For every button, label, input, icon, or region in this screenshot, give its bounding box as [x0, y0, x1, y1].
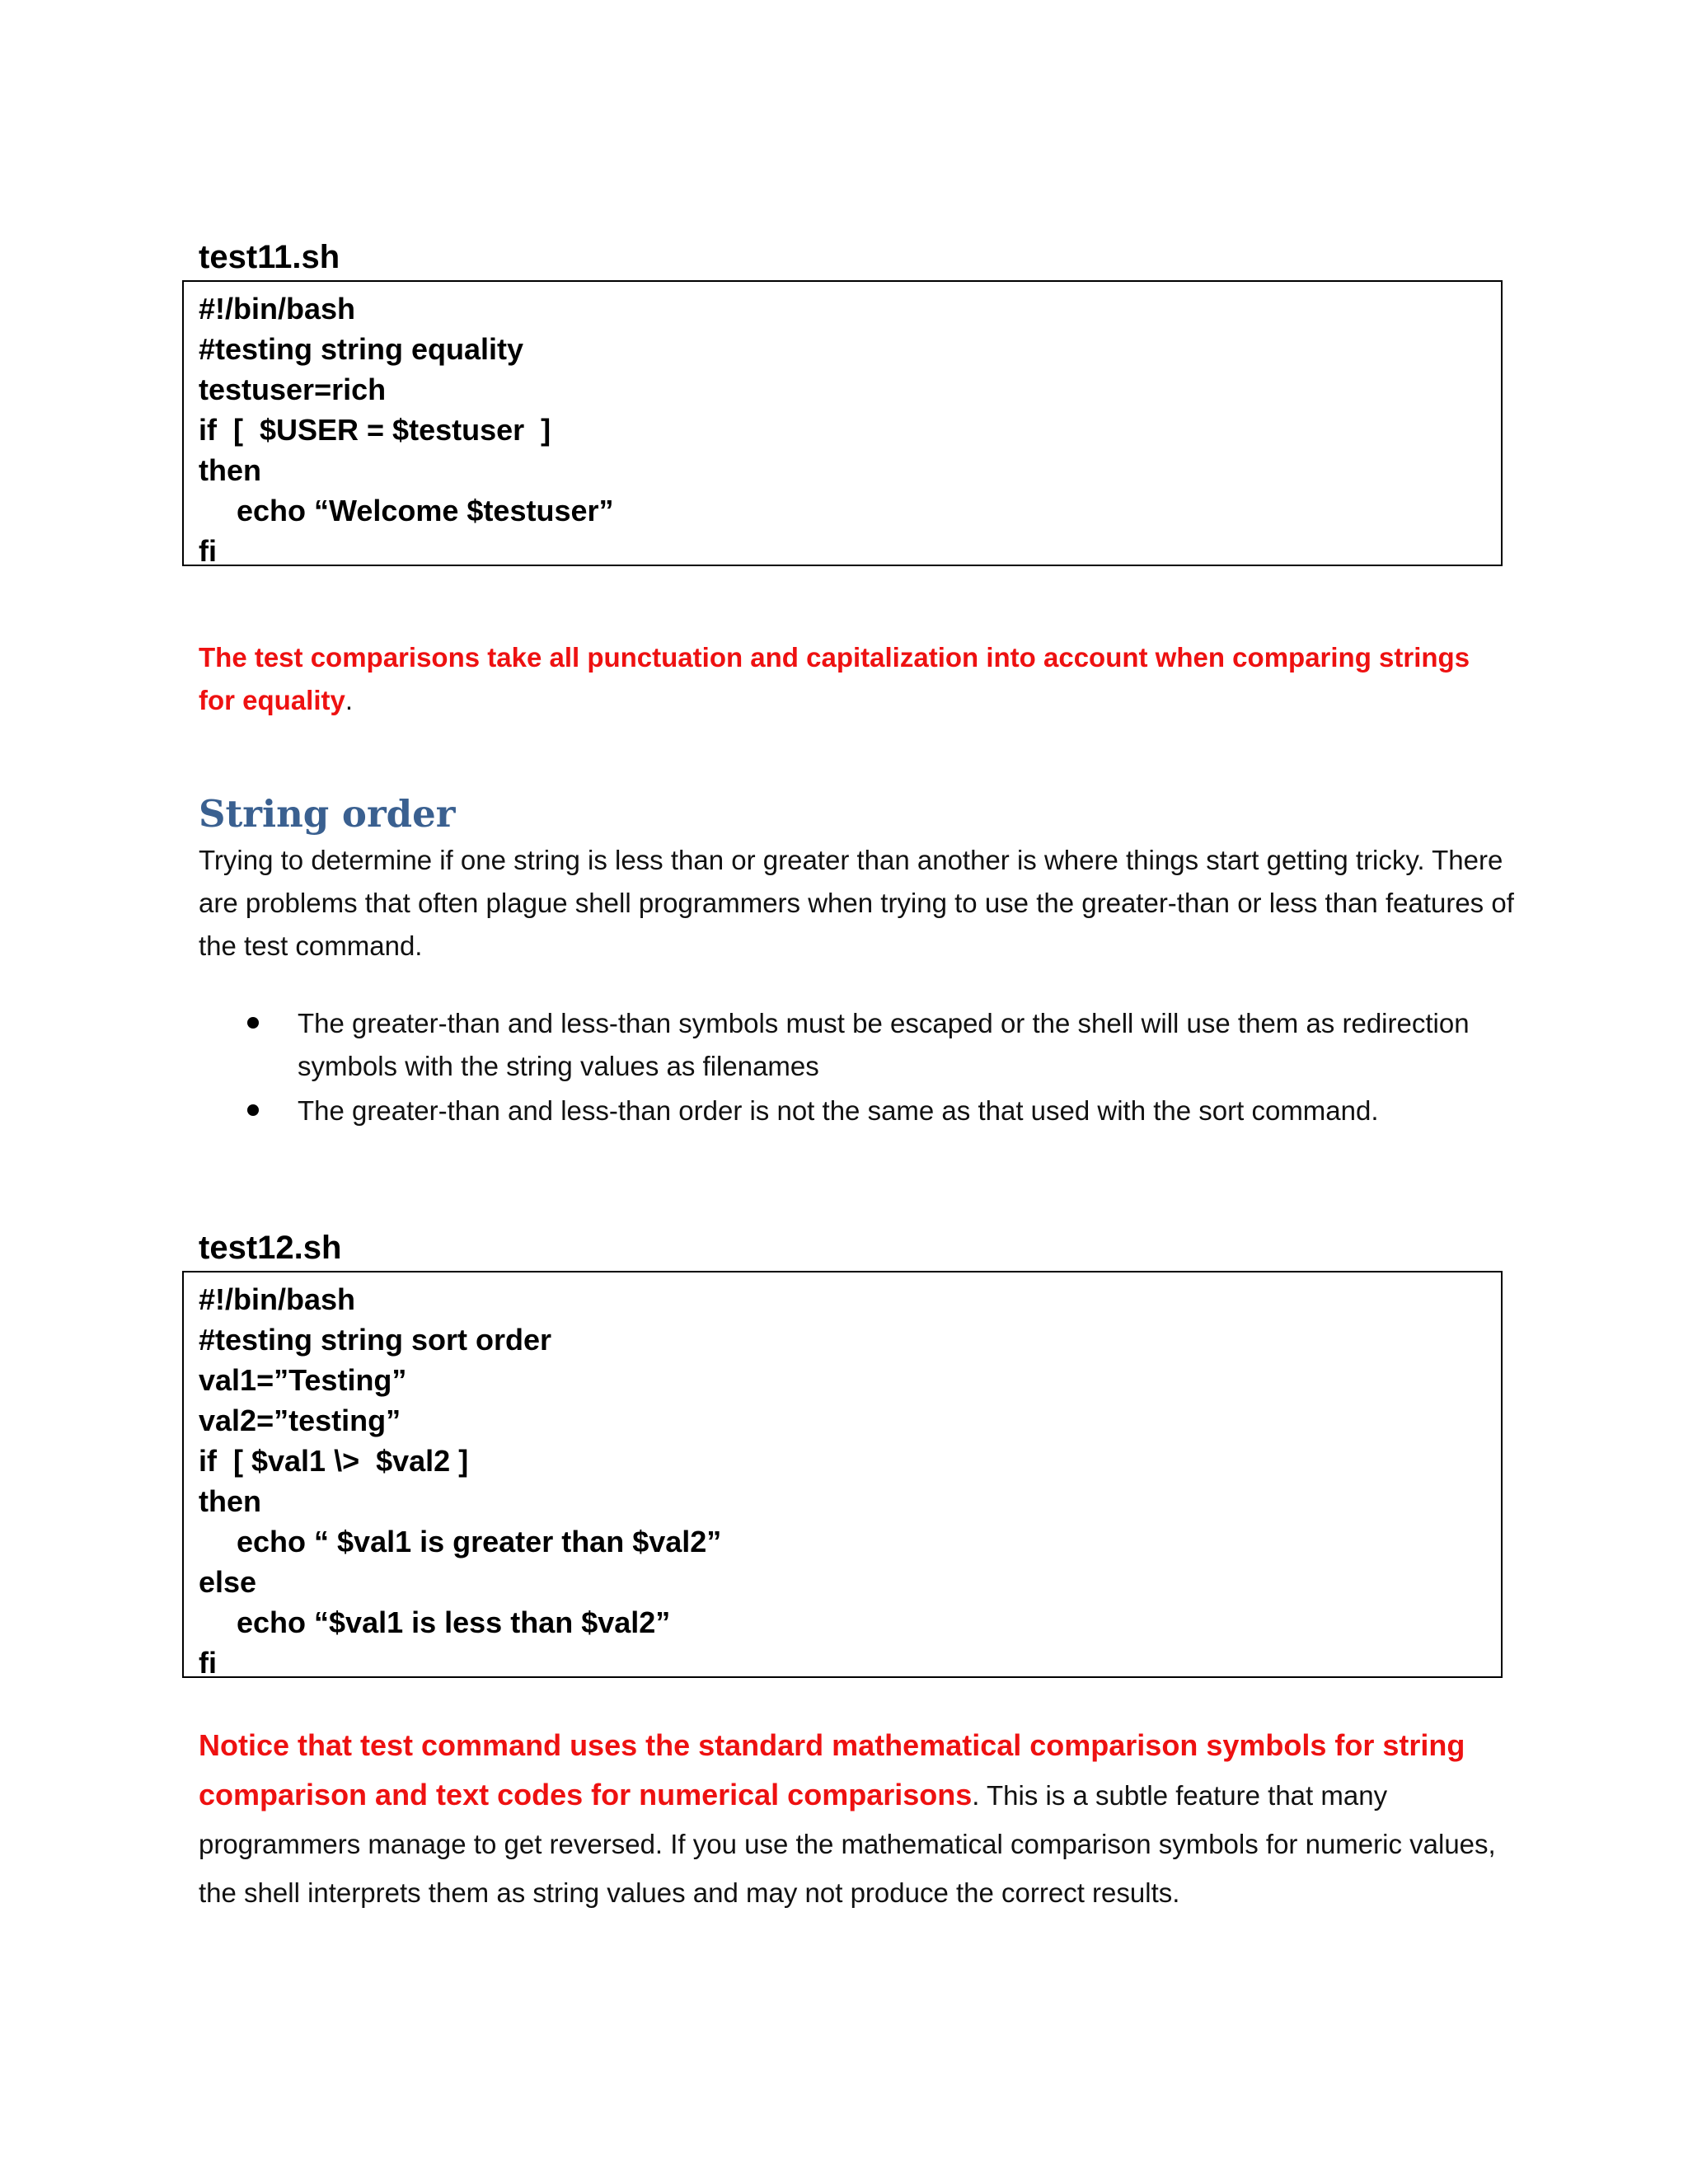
equality-note-emphasis: The test comparisons take all punctuation and capitalization into account when comparing strings for equality — [199, 642, 1470, 715]
code-line: else — [199, 1565, 257, 1599]
code-line: #testing string equality — [199, 332, 524, 366]
equality-note — [199, 636, 1501, 722]
bullet-list — [199, 1002, 1517, 1134]
bullet-icon — [247, 1017, 259, 1029]
code-line: then — [199, 453, 261, 487]
code-line: val1=”Testing” — [199, 1363, 407, 1397]
comparison-note-body: . This is a subtle feature that many programmers manage to get reversed. If you use the mathematical comparison symbols for numeric values, the shell interprets them as string values and may not produce the correct results. — [199, 1780, 1496, 1908]
code-line: echo “ $val1 is greater than $val2” — [237, 1525, 722, 1558]
list-item — [199, 1090, 1517, 1132]
bullet-text: The greater-than and less-than symbols must be escaped or the shell will use them as redirection symbols with the string values as filenames — [298, 1008, 1470, 1081]
code-line: if [ $USER = $testuser ] — [199, 413, 551, 447]
filename-test12: test12.sh — [199, 1230, 342, 1266]
code-line: then — [199, 1484, 261, 1518]
comparison-note — [199, 1724, 1517, 1920]
code-line: echo “$val1 is less than $val2” — [237, 1605, 671, 1639]
code-line: #!/bin/bash — [199, 1282, 356, 1316]
list-item — [199, 1002, 1517, 1088]
code-line: fi — [199, 1646, 217, 1680]
code-block-test12 — [182, 1271, 1503, 1678]
code-line: #testing string sort order — [199, 1323, 552, 1357]
comparison-note-emphasis: Notice that test command uses the standard mathematical comparison symbols for string comparison and text codes for numerical comparisons — [199, 1728, 1465, 1811]
bullet-icon — [247, 1104, 259, 1116]
code-block-test11 — [182, 280, 1503, 566]
code-line: if [ $val1 \> $val2 ] — [199, 1444, 469, 1478]
bullet-text: The greater-than and less-than order is not the same as that used with the sort command. — [298, 1095, 1379, 1126]
code-line: #!/bin/bash — [199, 292, 356, 326]
code-line: testuser=rich — [199, 373, 387, 406]
code-line: fi — [199, 534, 217, 568]
section-paragraph: Trying to determine if one string is less than or greater than another is where things start getting tricky. There are problems that often plague shell programmers when trying to use the greater-than or less than features of the test command. — [199, 845, 1514, 961]
code-line: val2=”testing” — [199, 1404, 401, 1437]
section-heading-string-order: String order — [199, 792, 456, 836]
equality-note-period: . — [345, 685, 354, 715]
code-line: echo “Welcome $testuser” — [237, 494, 614, 527]
filename-test11: test11.sh — [199, 239, 340, 275]
